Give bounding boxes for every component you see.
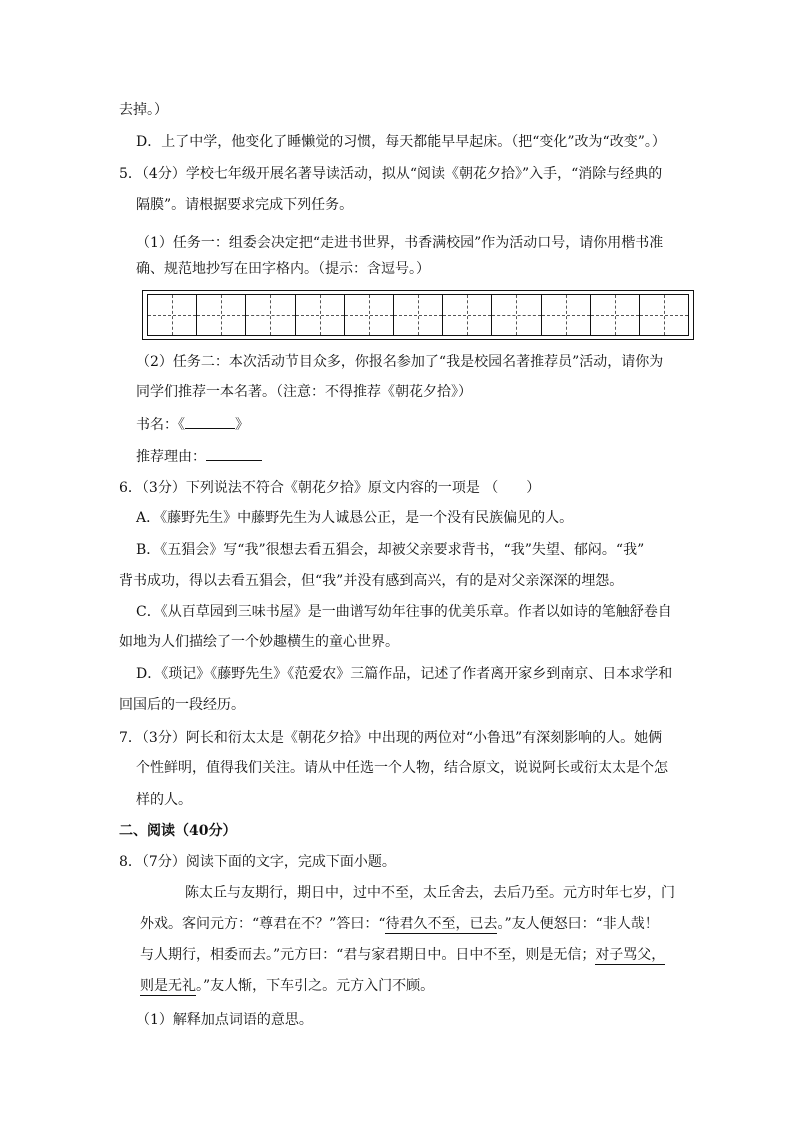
question-8: 8．（7分）阅读下面的文字，完成下面小题。 [119,854,396,870]
question-7-line-2: 个性鲜明，值得我们关注。请从中任选一个人物，结合原文，说说阿长或衍太太是个怎 [136,760,668,776]
grid-cell[interactable] [148,295,197,335]
task-1-line-1: （1）任务一：组委会决定把“走进书世界，书香满校园”作为活动口号，请你用楷书准 [136,235,664,251]
option-b-line-2: 背书成功，得以去看五猖会，但“我”并没有感到高兴，有的是对父亲深深的埋怨。 [119,573,624,589]
passage-text: 。”友人便怒曰：“非人哉！ [497,916,659,932]
question-5-line-2: 隔膜”。请根据要求完成下列任务。 [136,197,354,213]
passage-line-2 [140,914,659,934]
passage-line-3 [140,945,665,965]
reason-label: 推荐理由： [136,449,206,465]
reason-blank[interactable] [206,446,262,461]
option-b-line-1: B．《五猖会》写“我”很想去看五猖会，却被父亲要求背书，“我”失望、郁闷。“我” [136,542,645,558]
text-line: 去掉。） [119,102,168,118]
option-d-line-1: D．《琐记》《藤野先生》《范爱农》三篇作品，记述了作者离开家乡到南京、日本求学和 [136,666,673,682]
underlined-sentence: 则是无礼 [140,978,196,994]
passage-line-4 [140,976,434,996]
passage-line-1: 陈太丘与友期行，期日中，过中不至，太丘舍去，去后乃至。元方时年七岁，门 [185,885,675,901]
option-c-line-2: 如地为人们描绘了一个妙趣横生的童心世界。 [119,634,399,650]
book-name-blank[interactable] [185,414,235,429]
grid-cell[interactable] [542,295,591,335]
passage-text: 与人期行，相委而去。”元方曰：“君与家君期日中。日中不至，则是无信； [140,947,596,963]
grid-cell[interactable] [492,295,541,335]
book-name-field [136,414,249,435]
underlined-sentence: 待君久不至，已去 [385,916,498,932]
question-5-line-1: 5．（4分）学校七年级开展名著导读活动，拟从“阅读《朝花夕拾》”入手，“消除与经典的 [119,166,663,182]
book-name-close: 》 [235,417,249,433]
option-d-line-2: 回国后的一段经历。 [119,697,245,713]
passage-text: 。”友人惭，下车引之。元方入门不顾。 [196,978,435,994]
task-1-line-2: 确、规范地抄写在田字格内。（提示：含逗号。） [136,261,430,277]
question-6: 6．（3分）下列说法不符合《朝花夕拾》原文内容的一项是 （ ） [119,480,541,496]
task-2-line-1: （2）任务二：本次活动节目众多，你报名参加了“我是校园名著推荐员”活动，请你为 [136,354,664,370]
task-2-line-2: 同学们推荐一本名著。（注意：不得推荐《朝花夕拾》） [136,384,472,400]
reason-field [136,446,262,467]
grid-cell[interactable] [197,295,246,335]
grid-cell[interactable] [345,295,394,335]
grid-cell[interactable] [640,295,688,335]
option-d-line: D．上了中学，他变化了睡懒觉的习惯，每天都能早早起床。（把“变化”改为“改变”。） [136,134,666,150]
option-c-line-1: C．《从百草园到三味书屋》是一曲谱写幼年往事的优美乐章。作者以如诗的笔触舒卷自 [136,604,672,620]
grid-cell[interactable] [443,295,492,335]
tianzige-cells [147,294,689,336]
underlined-sentence: 对子骂父， [595,947,666,963]
passage-text: 外戏。客问元方：“尊君在不？”答曰：“ [140,916,386,932]
question-8-sub-1: （1）解释加点词语的意思。 [136,1012,313,1028]
tianzige-grid[interactable] [142,290,694,340]
grid-cell[interactable] [296,295,345,335]
question-7-line-3: 样的人。 [136,792,192,808]
book-name-label: 书名：《 [136,417,185,433]
grid-cell[interactable] [591,295,640,335]
question-7-line-1: 7．（3分）阿长和衍太太是《朝花夕拾》中出现的两位对“小鲁迅”有深刻影响的人。她俩 [119,730,663,746]
section-heading: 二、阅读（40分） [119,823,237,839]
option-a: A．《藤野先生》中藤野先生为人诚恳公正，是一个没有民族偏见的人。 [136,510,574,526]
grid-cell[interactable] [394,295,443,335]
grid-cell[interactable] [246,295,295,335]
